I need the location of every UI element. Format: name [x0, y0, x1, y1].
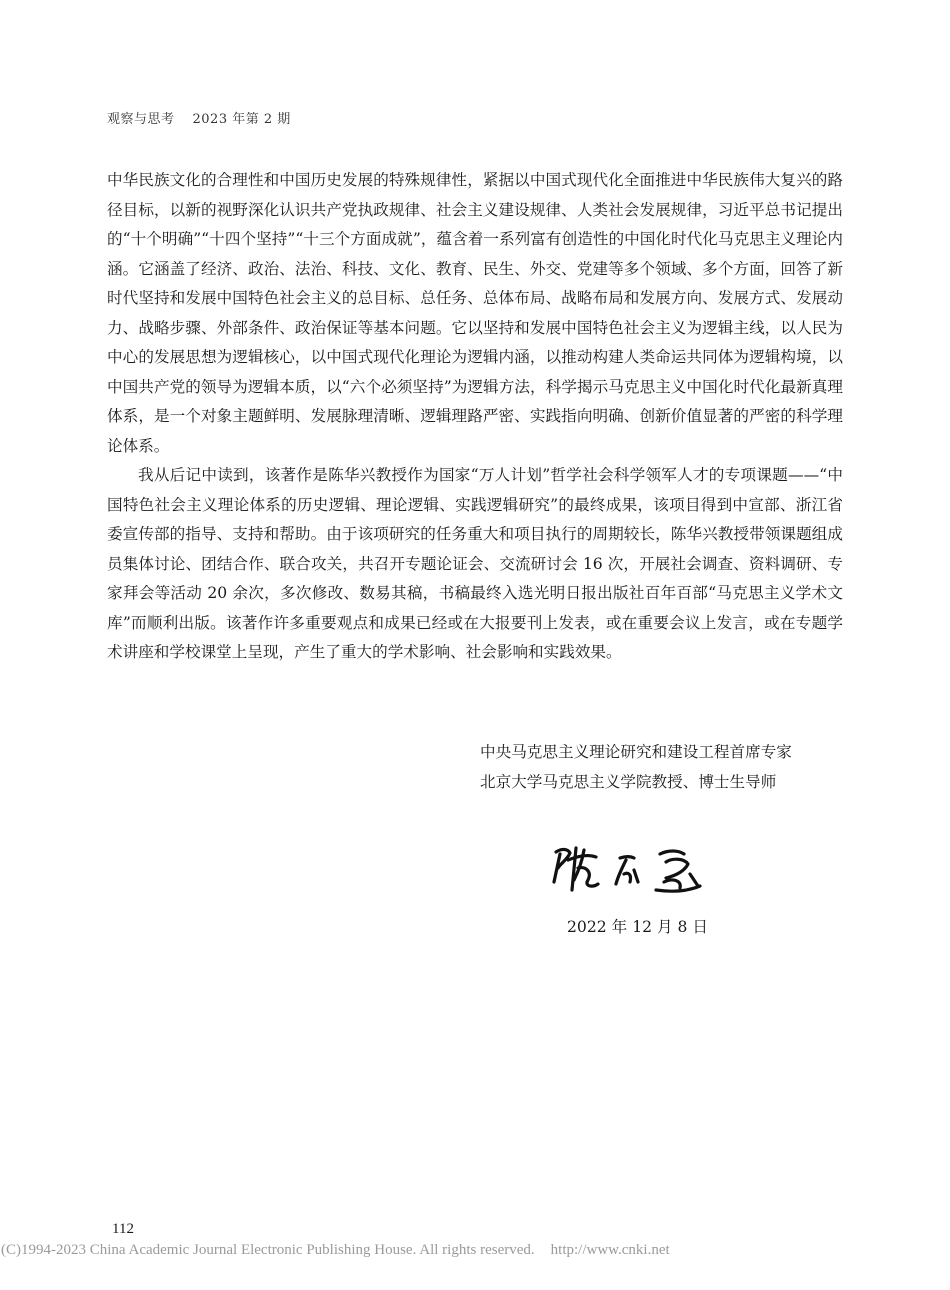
paragraph-1: 中华民族文化的合理性和中国历史发展的特殊规律性，紧据以中国式现代化全面推进中华民族伟大复兴的路径目标，以新的视野深化认识共产党执政规律、社会主义建设规律、人类社会发展规律，习近平总书记提出的“十个明确”“十四个坚持”“十三个方面成就”，蕴含着一系列富有创造性的中国化时代化马克思主义理论内涵。它涵盖了经济、政治、法治、科技、文化、教育、民生、外交、党建等多个领域、多个方面，回答了新时代坚持和发展中国特色社会主义的总目标、总任务、总体布局、战略布局和发展方向、发展方式、发展动力、战略步骤、外部条件、政治保证等基本问题。它以坚持和发展中国特色社会主义为逻辑主线，以人民为中心的发展思想为逻辑核心，以中国式现代化理论为逻辑内涵，以推动构建人类命运共同体为逻辑构境，以中国共产党的领导为逻辑本质，以“六个必须坚持”为逻辑方法，科学揭示马克思主义中国化时代化最新真理体系，是一个对象主题鲜明、发展脉理清晰、逻辑理路严密、实践指向明确、创新价值显著的严密的科学理论体系。 [107, 171, 843, 455]
author-title-line-1: 中央马克思主义理论研究和建设工程首席专家 [480, 743, 792, 761]
page-number: 112 [112, 1221, 134, 1237]
author-affiliation [480, 737, 792, 797]
signature-drawing [548, 838, 718, 908]
author-title-line-2: 北京大学马克思主义学院教授、博士生导师 [480, 773, 777, 791]
issue-label: 2023 年第 2 期 [192, 112, 291, 127]
journal-name: 观察与思考 [107, 112, 175, 127]
paragraph-2: 我从后记中读到，该著作是陈华兴教授作为国家“万人计划”哲学社会科学领军人才的专项课题——“中国特色社会主义理论体系的历史逻辑、理论逻辑、实践逻辑研究”的最终成果，该项目得到中宣部、浙江省委宣传部的指导、支持和帮助。由于该项研究的任务重大和项目执行的周期较长，陈华兴教授带领课题组成员集体讨论、团结合作、联合攻关，共召开专题论证会、交流研讨会 16 次，开展社会调查、资料调研、专家拜会等活动 20 余次，多次修改、数易其稿，书稿最终入选光明日报出版社百年百部“马克思主义学术文库”而顺利出版。该著作许多重要观点和成果已经或在大报要刊上发表，或在重要会议上发言，或在专题学术讲座和学校课堂上呈现，产生了重大的学术影响、社会影响和实践效果。 [107, 466, 843, 661]
signature-date: 2022 年 12 月 8 日 [567, 918, 709, 936]
article-body [107, 166, 843, 668]
copyright-footer [1, 1242, 670, 1259]
handwritten-signature [548, 838, 718, 908]
copyright-text: (C)1994-2023 China Academic Journal Electronic Publishing House. All rights reserved. [1, 1242, 535, 1258]
cnki-url-link[interactable]: http://www.cnki.net [550, 1242, 670, 1258]
running-head [107, 108, 291, 127]
